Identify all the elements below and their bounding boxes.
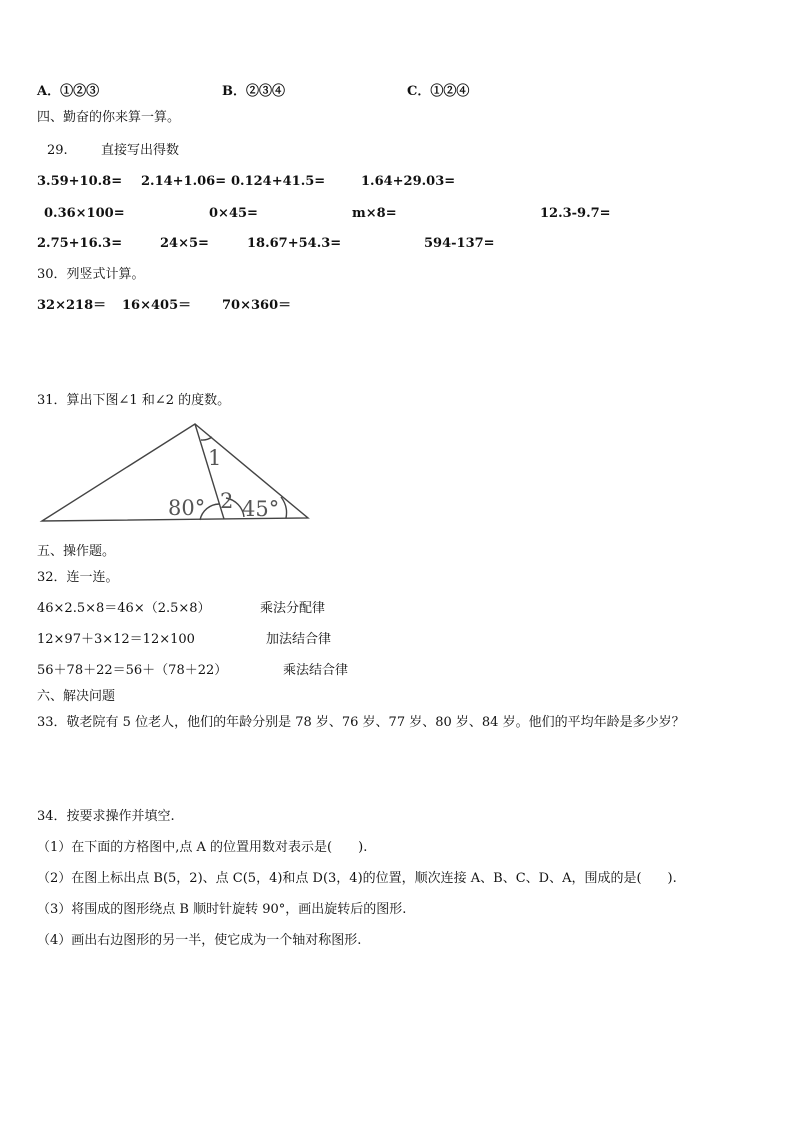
angle-45-label: 45° [242, 497, 280, 521]
q29-item: 24×5= [160, 236, 209, 251]
section-6-title: 六、解决问题 [37, 689, 116, 704]
q29-item: 3.59+10.8= [37, 174, 123, 189]
angle-1-label: 1 [208, 446, 222, 470]
q30-item: 70×360＝ [222, 298, 292, 313]
section-5-title: 五、操作题。 [37, 544, 116, 559]
angle-1-arc [201, 437, 212, 440]
q29-title: 直接写出得数 [101, 143, 180, 158]
q29-number: 29. [47, 143, 68, 158]
q29-item: 1.64+29.03= [361, 174, 456, 189]
q34-title: 34．按要求操作并填空. [37, 809, 175, 824]
q34-step-3: （3）将围成的图形绕点 B 顺时针旋转 90°，画出旋转后的图形. [37, 902, 407, 917]
angle-2-label: 2 [220, 489, 234, 513]
q29-item: 18.67+54.3= [247, 236, 342, 251]
triangle-figure [36, 418, 314, 526]
q29-item: 2.14+1.06= [141, 174, 227, 189]
q29-item: 0.124+41.5= [231, 174, 326, 189]
q29-item: 594-137= [424, 236, 495, 251]
q34-step-4: （4）画出右边图形的另一半，使它成为一个轴对称图形. [37, 933, 362, 948]
q29-item: m×8= [352, 206, 397, 221]
q31-title: 31．算出下图∠1 和∠2 的度数。 [37, 393, 231, 408]
q34-step-1: （1）在下面的方格图中,点 A 的位置用数对表示是( ). [37, 840, 368, 855]
q32-title: 32．连一连。 [37, 570, 119, 585]
q32-right-item: 乘法结合律 [283, 663, 349, 678]
option-c: C．①②④ [407, 84, 470, 99]
q32-left-item: 12×97＋3×12＝12×100 [37, 632, 195, 647]
q33-text: 33．敬老院有 5 位老人，他们的年龄分别是 78 岁、76 岁、77 岁、80 岁、84 岁。他们的平均年龄是多少岁？ [37, 715, 685, 730]
q30-item: 32×218＝ [37, 298, 107, 313]
section-4-title: 四、勤奋的你来算一算。 [37, 110, 181, 125]
q29-item: 0.36×100= [44, 206, 125, 221]
q32-right-item: 加法结合律 [266, 632, 332, 647]
option-a: A．①②③ [37, 84, 100, 99]
q30-item: 16×405＝ [122, 298, 192, 313]
q29-item: 0×45= [209, 206, 258, 221]
option-b: B．②③④ [222, 84, 285, 99]
q32-left-item: 56＋78＋22＝56＋（78＋22） [37, 663, 228, 678]
q34-step-2: （2）在图上标出点 B(5，2)、点 C(5，4)和点 D(3，4)的位置，顺次连接 A、B、C、D、A，围成的是( ). [37, 871, 677, 886]
q32-left-item: 46×2.5×8＝46×（2.5×8） [37, 601, 211, 616]
q29-item: 2.75+16.3= [37, 236, 123, 251]
q30-title: 30．列竖式计算。 [37, 267, 145, 282]
q32-right-item: 乘法分配律 [260, 601, 326, 616]
q29-item: 12.3-9.7= [540, 206, 611, 221]
angle-80-label: 80° [168, 496, 206, 520]
